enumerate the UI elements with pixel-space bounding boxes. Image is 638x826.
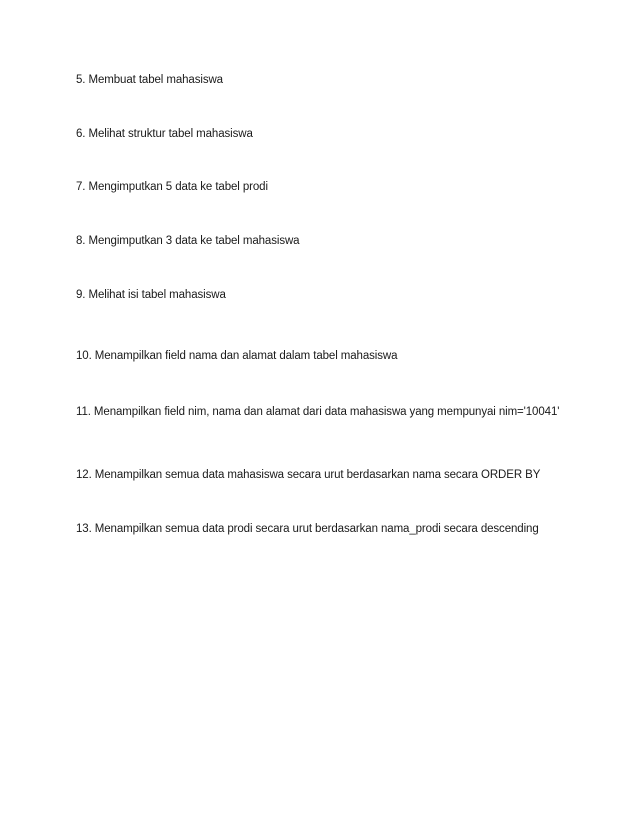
list-item: 12. Menampilkan semua data mahasiswa secara urut berdasarkan nama secara ORDER BY	[76, 469, 541, 481]
list-item: 8. Mengimputkan 3 data ke tabel mahasiswa	[76, 235, 300, 247]
list-item: 7. Mengimputkan 5 data ke tabel prodi	[76, 181, 268, 193]
list-item: 9. Melihat isi tabel mahasiswa	[76, 289, 226, 301]
list-item: 11. Menampilkan field nim, nama dan alamat dari data mahasiswa yang mempunyai nim='10041'	[76, 406, 560, 418]
list-item: 5. Membuat tabel mahasiswa	[76, 74, 223, 86]
list-item: 6. Melihat struktur tabel mahasiswa	[76, 128, 253, 140]
list-item: 10. Menampilkan field nama dan alamat dalam tabel mahasiswa	[76, 350, 398, 362]
list-item: 13. Menampilkan semua data prodi secara urut berdasarkan nama_prodi secara descending	[76, 523, 539, 535]
